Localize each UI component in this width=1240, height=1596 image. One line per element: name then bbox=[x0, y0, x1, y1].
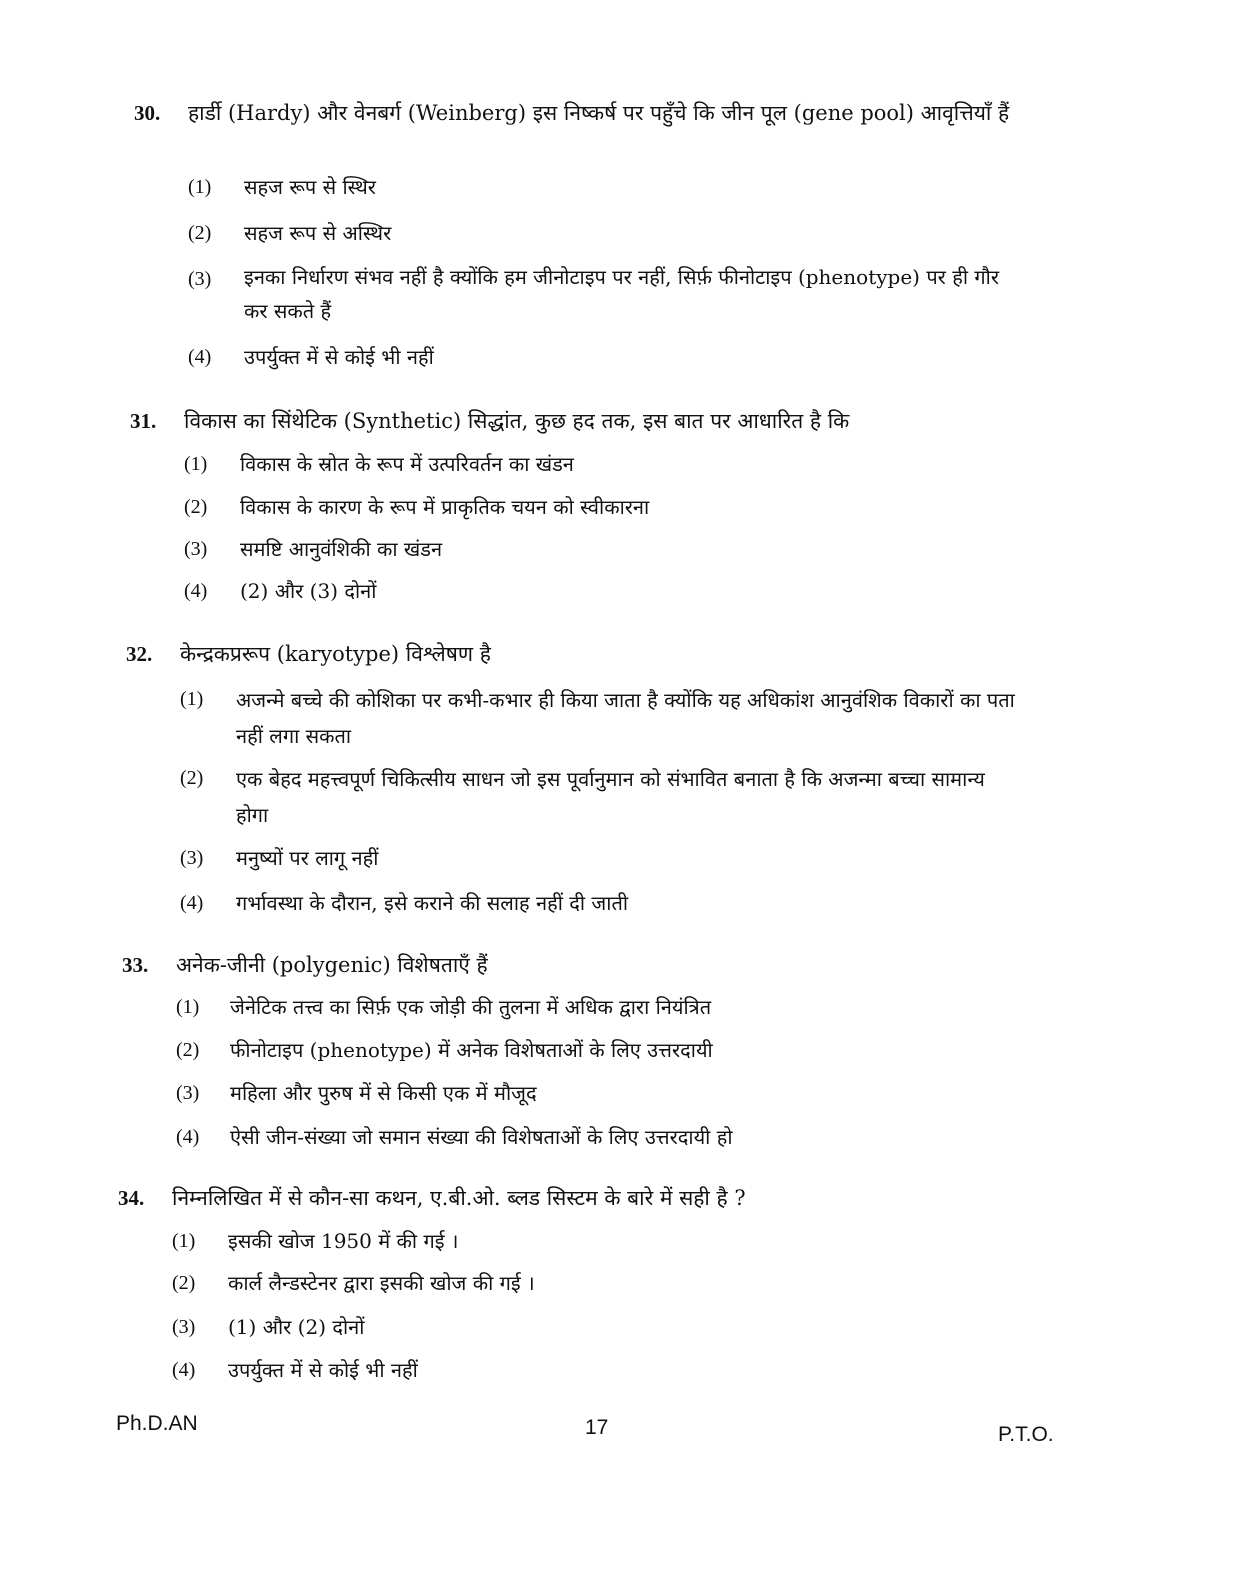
option-label: (2) bbox=[184, 496, 208, 518]
option-label: (1) bbox=[188, 176, 212, 198]
option-text: समष्टि आनुवंशिकी का खंडन bbox=[240, 537, 443, 561]
question-text: निम्नलिखित में से कौन-सा कथन, ए.बी.ओ. ब्लड सिस्टम के बारे में सही है ? bbox=[172, 1186, 746, 1210]
option-text: (1) और (2) दोनों bbox=[228, 1315, 365, 1339]
option-label: (1) bbox=[172, 1230, 196, 1252]
option-label: (2) bbox=[172, 1272, 196, 1294]
question-text: विकास का सिंथेटिक (Synthetic) सिद्धांत, कुछ हद तक, इस बात पर आधारित है कि bbox=[184, 409, 850, 433]
option-label: (2) bbox=[180, 767, 204, 789]
option-label: (2) bbox=[176, 1039, 200, 1061]
option-text: फीनोटाइप (phenotype) में अनेक विशेषताओं के लिए उत्तरदायी bbox=[230, 1038, 713, 1062]
option-label: (3) bbox=[176, 1082, 200, 1104]
option-label: (4) bbox=[176, 1126, 200, 1148]
option-label: (1) bbox=[184, 453, 208, 475]
option-text: इनका निर्धारण संभव नहीं है क्योंकि हम जीनोटाइप पर नहीं, सिर्फ़ फीनोटाइप (phenotype) पर ही गौर कर सकते हैं bbox=[244, 265, 999, 323]
option-text: उपर्युक्त में से कोई भी नहीं bbox=[244, 345, 434, 369]
option-text: ऐसी जीन-संख्या जो समान संख्या की विशेषताओं के लिए उत्तरदायी हो bbox=[230, 1125, 733, 1149]
option-text: सहज रूप से स्थिर bbox=[244, 175, 376, 199]
option-label: (3) bbox=[184, 538, 208, 560]
option-text: गर्भावस्था के दौरान, इसे कराने की सलाह नहीं दी जाती bbox=[236, 891, 629, 915]
question-text: अनेक-जीनी (polygenic) विशेषताएँ हैं bbox=[176, 953, 488, 977]
option-label: (2) bbox=[188, 222, 212, 244]
option-text: विकास के स्रोत के रूप में उत्परिवर्तन का खंडन bbox=[240, 452, 574, 476]
question-number: 31. bbox=[130, 409, 157, 433]
option-label: (3) bbox=[172, 1316, 196, 1338]
option-label: (4) bbox=[172, 1359, 196, 1381]
question-text: हार्डी (Hardy) और वेनबर्ग (Weinberg) इस निष्कर्ष पर पहुँचे कि जीन पूल (gene pool) आवृत्तियाँ हैं bbox=[188, 101, 1010, 125]
option-text: मनुष्यों पर लागू नहीं bbox=[236, 846, 379, 870]
paper-code: Ph.D.AN bbox=[116, 1412, 198, 1435]
option-label: (4) bbox=[180, 892, 204, 914]
option-text: उपर्युक्त में से कोई भी नहीं bbox=[228, 1358, 418, 1382]
option-text: इसकी खोज 1950 में की गई । bbox=[228, 1229, 459, 1253]
option-text: सहज रूप से अस्थिर bbox=[244, 221, 392, 245]
option-label: (4) bbox=[184, 580, 208, 602]
question-number: 34. bbox=[118, 1186, 145, 1210]
option-text: जेनेटिक तत्त्व का सिर्फ़ एक जोड़ी की तुलना में अधिक द्वारा नियंत्रित bbox=[230, 995, 712, 1019]
question-number: 32. bbox=[126, 642, 153, 666]
pto-label: P.T.O. bbox=[998, 1423, 1054, 1446]
option-label: (3) bbox=[180, 847, 204, 869]
page-number: 17 bbox=[585, 1416, 609, 1439]
option-text: अजन्मे बच्चे की कोशिका पर कभी-कभार ही किया जाता है क्योंकि यह अधिकांश आनुवंशिक विकारों का पता नहीं लगा सकता bbox=[236, 688, 1015, 748]
option-text: कार्ल लैन्डस्टेनर द्वारा इसकी खोज की गई । bbox=[228, 1271, 535, 1295]
question-number: 33. bbox=[122, 953, 149, 977]
option-label: (3) bbox=[188, 268, 212, 290]
option-label: (4) bbox=[188, 346, 212, 368]
option-text: विकास के कारण के रूप में प्राकृतिक चयन को स्वीकारना bbox=[240, 495, 650, 519]
question-number: 30. bbox=[134, 101, 161, 125]
question-text: केन्द्रकप्ररूप (karyotype) विश्लेषण है bbox=[180, 642, 491, 666]
option-label: (1) bbox=[176, 996, 200, 1018]
option-text: एक बेहद महत्त्वपूर्ण चिकित्सीय साधन जो इस पूर्वानुमान को संभावित बनाता है कि अजन्मा बच्चा सामान्य होगा bbox=[236, 767, 985, 827]
option-text: महिला और पुरुष में से किसी एक में मौजूद bbox=[230, 1081, 537, 1105]
option-label: (1) bbox=[180, 688, 204, 710]
option-text: (2) और (3) दोनों bbox=[240, 579, 377, 603]
